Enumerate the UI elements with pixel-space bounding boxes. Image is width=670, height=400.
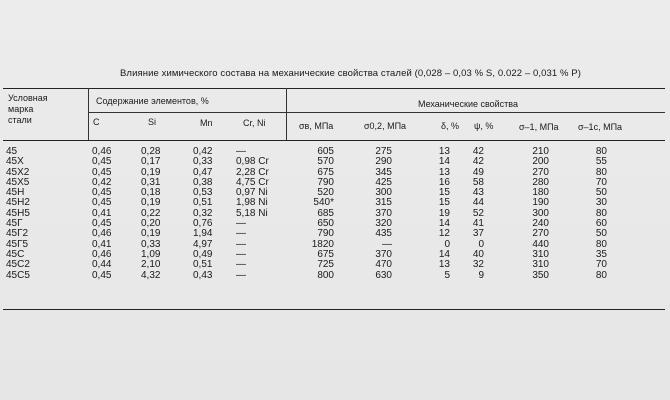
table-cell-grade: 45Н2: [6, 197, 30, 209]
table-cell-sb: 675: [317, 166, 334, 178]
table-cell-s1c: 35: [595, 248, 607, 260]
delta-column: [432, 147, 450, 281]
table-cell-grade: 45Н: [6, 187, 25, 199]
table-cell-c: 0,46: [92, 146, 112, 157]
table-cell-mn: 0,76: [193, 218, 213, 230]
table-cell-psi: 52: [472, 207, 484, 219]
c-column: [92, 147, 111, 281]
table-cell-sb: 675: [317, 248, 334, 260]
table-cell-psi: 37: [472, 228, 484, 240]
table-cell-delta: 13: [438, 146, 450, 157]
table-cell-si: 0,33: [141, 238, 161, 250]
table-cell-s1c: 80: [595, 207, 607, 219]
table-cell-psi: 32: [472, 259, 484, 271]
table-cell-psi: 49: [472, 166, 484, 178]
table-cell-psi: 42: [472, 146, 484, 157]
table-cell-sb: 540*: [313, 197, 334, 209]
composition-header: Содержание элементов, %: [96, 96, 209, 106]
col-header-sigma-02: σ0,2, МПа: [364, 121, 407, 131]
table-cell-mn: 0,51: [193, 197, 213, 209]
psi-column: [466, 147, 484, 281]
table-cell-mn: 0,38: [193, 176, 213, 188]
table-cell-s02: 435: [375, 228, 392, 240]
grade-header: [8, 93, 48, 126]
table-cell-c: 0,41: [92, 238, 112, 250]
table-cell-sb: 650: [317, 218, 334, 230]
table-cell-psi: 58: [472, 176, 484, 188]
table-cell-crni: —: [236, 146, 246, 157]
properties-header: Механические свойства: [418, 99, 518, 109]
table-cell-delta: 5: [444, 269, 450, 281]
table-cell-grade: 45Х5: [6, 176, 30, 188]
col-header-sigma-b: σв, МПа: [299, 121, 334, 131]
table-cell-grade: 45Г5: [6, 238, 29, 250]
table-cell-sb: 685: [317, 207, 334, 219]
table-cell-mn: 0,33: [193, 156, 213, 168]
table-cell-grade: 45Н5: [6, 207, 30, 219]
table-cell-si: 0,22: [141, 207, 161, 219]
table-cell-crni: —: [236, 269, 246, 281]
table-cell-grade: 45: [6, 146, 18, 157]
sigma-1-column: [523, 147, 549, 281]
table-cell-si: 0,20: [141, 218, 161, 230]
table-cell-mn: 1,94: [193, 228, 213, 240]
table-cell-crni: —: [236, 218, 246, 230]
table-cell-s1: 300: [532, 207, 549, 219]
table-cell-sb: 725: [317, 259, 334, 271]
col-header-mn: Mn: [200, 118, 213, 128]
table-top-rule: [3, 88, 665, 89]
table-cell-sb: 570: [317, 156, 334, 168]
table-cell-delta: 14: [438, 218, 450, 230]
crni-column: [236, 147, 269, 281]
table-cell-s1: 180: [532, 187, 549, 199]
col-header-crni: Cr, Ni: [243, 118, 266, 128]
table-cell-si: 0,17: [141, 156, 161, 168]
table-cell-s02: 300: [375, 187, 392, 199]
table-cell-si: 0,18: [141, 187, 161, 199]
table-cell-delta: 0: [444, 238, 450, 250]
table-cell-s1: 190: [532, 197, 549, 209]
table-cell-crni: 0,97 Ni: [236, 187, 268, 199]
table-cell-s02: 290: [375, 156, 392, 168]
table-cell-c: 0,46: [92, 248, 112, 260]
sigma-1c-column: [589, 147, 607, 281]
table-cell-s1: 310: [532, 259, 549, 271]
table-cell-s02: 370: [375, 207, 392, 219]
table-cell-psi: 40: [472, 248, 484, 260]
table-cell-delta: 12: [438, 228, 450, 240]
table-cell-c: 0,45: [92, 218, 112, 230]
table-cell-sb: 790: [317, 176, 334, 188]
si-column: [141, 147, 160, 281]
table-cell-grade: 45Х: [6, 156, 24, 168]
table-cell-delta: 15: [438, 197, 450, 209]
table-cell-s1c: 50: [595, 228, 607, 240]
table-cell-s1c: 80: [595, 238, 607, 250]
grade-header-line3: стали: [8, 115, 32, 125]
col-header-sigma-1: σ–1, МПа: [519, 122, 559, 132]
col-header-delta: δ, %: [441, 121, 460, 131]
table-cell-s1: 200: [532, 156, 549, 168]
table-cell-mn: 0,53: [193, 187, 213, 199]
table-cell-psi: 41: [472, 218, 484, 230]
table-title: Влияние химического состава на механические свойства сталей (0,028 – 0,03 % S, 0.022 – 0,031 % P): [120, 68, 581, 79]
table-cell-crni: —: [236, 238, 246, 250]
table-cell-s1c: 80: [595, 146, 607, 157]
table-cell-c: 0,42: [92, 176, 112, 188]
header-mid-rule: [88, 112, 665, 113]
col-header-sigma-1c: σ–1c, МПа: [578, 122, 623, 132]
table-cell-s1c: 55: [595, 156, 607, 168]
grade-header-line2: марка: [8, 104, 34, 114]
table-cell-grade: 45С5: [6, 269, 30, 281]
table-cell-delta: 13: [438, 259, 450, 271]
header-divider-grade: [88, 88, 89, 140]
table-cell-delta: 15: [438, 187, 450, 199]
header-bottom-rule: [3, 140, 665, 141]
table-cell-s1: 440: [532, 238, 549, 250]
table-cell-s02: 470: [375, 259, 392, 271]
table-cell-c: 0,45: [92, 156, 112, 168]
table-cell-s1: 270: [532, 228, 549, 240]
table-cell-crni: —: [236, 228, 246, 240]
table-cell-si: 0,19: [141, 228, 161, 240]
col-header-si: Si: [148, 117, 157, 127]
table-cell-psi: 42: [472, 156, 484, 168]
col-header-psi: ψ, %: [474, 121, 494, 131]
table-cell-si: 0,19: [141, 197, 161, 209]
table-cell-s02: 370: [375, 248, 392, 260]
table-cell-mn: 0,47: [193, 166, 213, 178]
table-cell-delta: 19: [438, 207, 450, 219]
table-cell-psi: 44: [472, 197, 484, 209]
table-cell-c: 0,45: [92, 269, 112, 281]
table-cell-s02: —: [382, 238, 392, 250]
table-cell-grade: 45С2: [6, 259, 30, 271]
table-cell-si: 0,19: [141, 166, 161, 178]
table-cell-sb: 800: [317, 269, 334, 281]
mn-column: [193, 147, 212, 281]
table-cell-crni: 2,28 Cr: [236, 166, 269, 178]
table-cell-c: 0,44: [92, 259, 112, 271]
table-cell-delta: 16: [438, 176, 450, 188]
table-cell-psi: 0: [478, 238, 484, 250]
table-cell-s02: 320: [375, 218, 392, 230]
table-cell-grade: 45С: [6, 248, 25, 260]
table-cell-s1: 210: [532, 146, 549, 157]
table-cell-c: 0,46: [92, 228, 112, 240]
table-cell-psi: 43: [472, 187, 484, 199]
table-cell-grade: 45Х2: [6, 166, 30, 178]
table-cell-mn: 0,42: [193, 146, 213, 157]
table-bottom-rule: [3, 309, 665, 310]
table-cell-s1c: 70: [595, 176, 607, 188]
table-cell-s02: 425: [375, 176, 392, 188]
table-cell-sb: 520: [317, 187, 334, 199]
table-cell-c: 0,45: [92, 187, 112, 199]
table-cell-mn: 0,49: [193, 248, 213, 260]
sigma-02-column: [366, 147, 392, 281]
sigma-b-column: [304, 147, 334, 281]
table-cell-delta: 13: [438, 166, 450, 178]
table-cell-delta: 14: [438, 248, 450, 260]
table-cell-c: 0,45: [92, 166, 112, 178]
table-cell-s1: 350: [532, 269, 549, 281]
table-cell-sb: 605: [317, 146, 334, 157]
table-cell-sb: 1820: [311, 238, 334, 250]
table-cell-s1c: 60: [595, 218, 607, 230]
table-cell-crni: 0,98 Cr: [236, 156, 269, 168]
table-cell-s1: 240: [532, 218, 549, 230]
table-cell-c: 0,41: [92, 207, 112, 219]
table-cell-s1: 310: [532, 248, 549, 260]
table-cell-psi: 9: [478, 269, 484, 281]
table-cell-s1: 280: [532, 176, 549, 188]
table-cell-s02: 315: [375, 197, 392, 209]
header-divider-props: [286, 88, 287, 140]
table-cell-crni: —: [236, 248, 246, 260]
col-header-c: C: [93, 117, 100, 127]
grade-header-line1: Условная: [8, 93, 48, 103]
table-cell-mn: 0,32: [193, 207, 213, 219]
table-cell-crni: 5,18 Ni: [236, 207, 268, 219]
table-cell-s02: 275: [375, 146, 392, 157]
table-cell-si: 0,28: [141, 146, 161, 157]
table-cell-grade: 45Г2: [6, 228, 29, 240]
table-cell-s02: 345: [375, 166, 392, 178]
table-cell-si: 2,10: [141, 259, 161, 271]
table-cell-s1c: 70: [595, 259, 607, 271]
table-cell-crni: 4,75 Cr: [236, 176, 269, 188]
table-cell-mn: 0,43: [193, 269, 213, 281]
table-cell-s1c: 80: [595, 166, 607, 178]
table-cell-delta: 14: [438, 156, 450, 168]
table-cell-s1: 270: [532, 166, 549, 178]
table-cell-crni: 1,98 Ni: [236, 197, 268, 209]
table-cell-s02: 630: [375, 269, 392, 281]
table-cell-si: 4,32: [141, 269, 161, 281]
table-cell-crni: —: [236, 259, 246, 271]
table-cell-s1c: 30: [595, 197, 607, 209]
table-cell-grade: 45Г: [6, 218, 23, 230]
table-cell-mn: 4,97: [193, 238, 213, 250]
grade-column: [6, 147, 30, 281]
table-cell-s1c: 80: [595, 269, 607, 281]
table-cell-c: 0,45: [92, 197, 112, 209]
table-cell-mn: 0,51: [193, 259, 213, 271]
table-cell-s1c: 50: [595, 187, 607, 199]
table-cell-si: 0,31: [141, 176, 161, 188]
table-cell-si: 1,09: [141, 248, 161, 260]
table-cell-sb: 790: [317, 228, 334, 240]
